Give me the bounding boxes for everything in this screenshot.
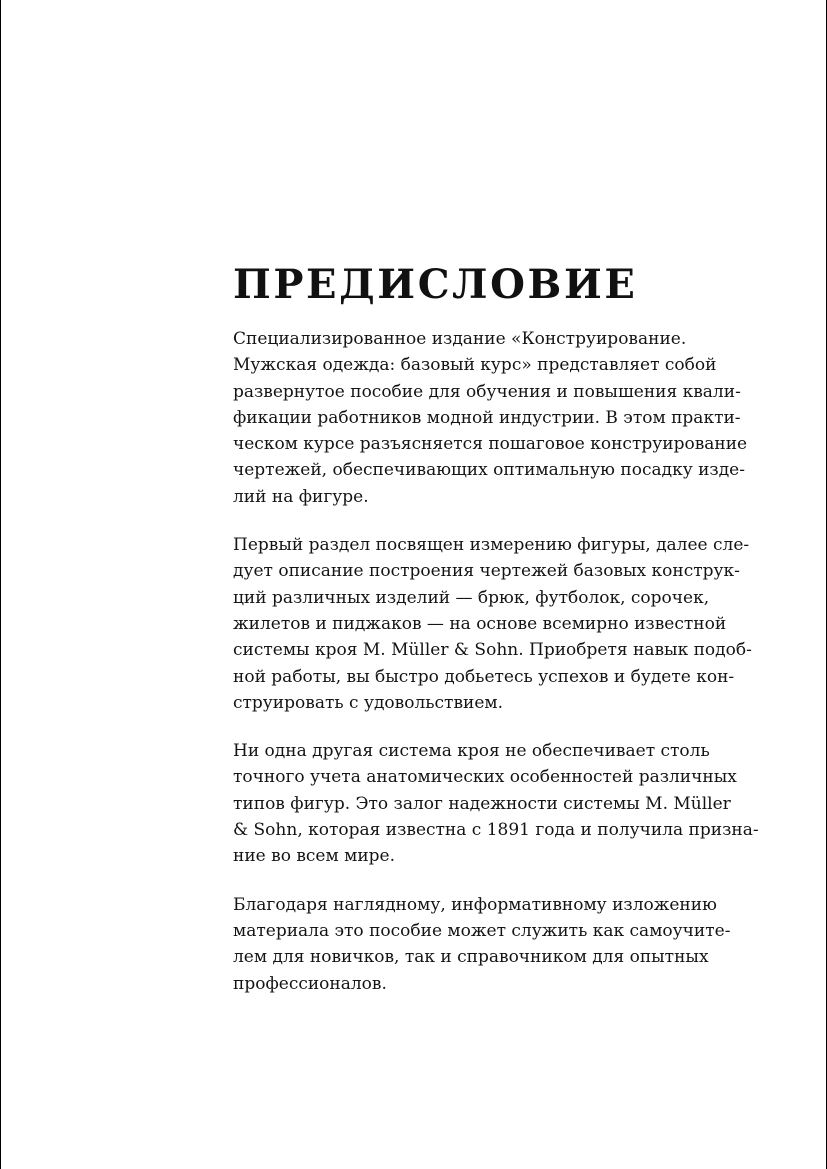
text-line: Благодаря наглядному, информативному изложению [233,894,717,915]
text-line: точного учета анатомических особенностей различных [233,767,737,788]
text-line: ние во всем мире. [233,846,396,867]
text-line: развернутое пособие для обучения и повышения квали- [233,381,741,402]
text-line: чертежей, обеспечивающих оптимальную посадку изде- [233,460,745,481]
preface-section [233,258,759,1019]
text-line: Специализированное издание «Конструирование. [233,329,687,349]
paragraph-2 [233,532,752,716]
text-line: материала это пособие может служить как самоучите- [233,920,731,941]
text-line: & Sohn, которая известна с 1891 года и получила призна- [233,820,759,841]
text-line: Первый раздел посвящен измерению фигуры, далее сле- [233,535,750,556]
text-line: системы кроя M. Müller & Sohn. Приобретя навык подоб- [233,640,752,661]
text-line: типов фигур. Это залог надежности системы M. Müller [233,793,731,814]
text-line: ческом курсе разъясняется пошаговое конструирование [233,434,748,455]
text-line: Ни одна другая система кроя не обеспечивает столь [233,741,710,762]
text-line: дует описание построения чертежей базовых конструк- [233,561,740,582]
text-line: фикации работников модной индустрии. В этом практи- [233,407,741,428]
text-line: профессионалов. [233,973,387,994]
text-line: лий на фигуре. [233,486,369,507]
text-line: Мужская одежда: базовый курс» представляет собой [233,355,717,376]
paragraph-1 [233,326,748,510]
paragraph-4 [233,892,733,997]
text-line: ной работы, вы быстро добьетесь успехов и будете кон- [233,666,735,687]
text-line: жилетов и пиджаков — на основе всемирно известной [233,613,727,634]
paragraph-3 [233,738,759,869]
page-title: ПРЕДИСЛОВИЕ [233,261,638,308]
text-line: лем для новичков, так и справочником для опытных [233,947,709,968]
text-line: струировать с удовольствием. [233,692,504,713]
text-line: ций различных изделий — брюк, футболок, сорочек, [233,587,710,608]
